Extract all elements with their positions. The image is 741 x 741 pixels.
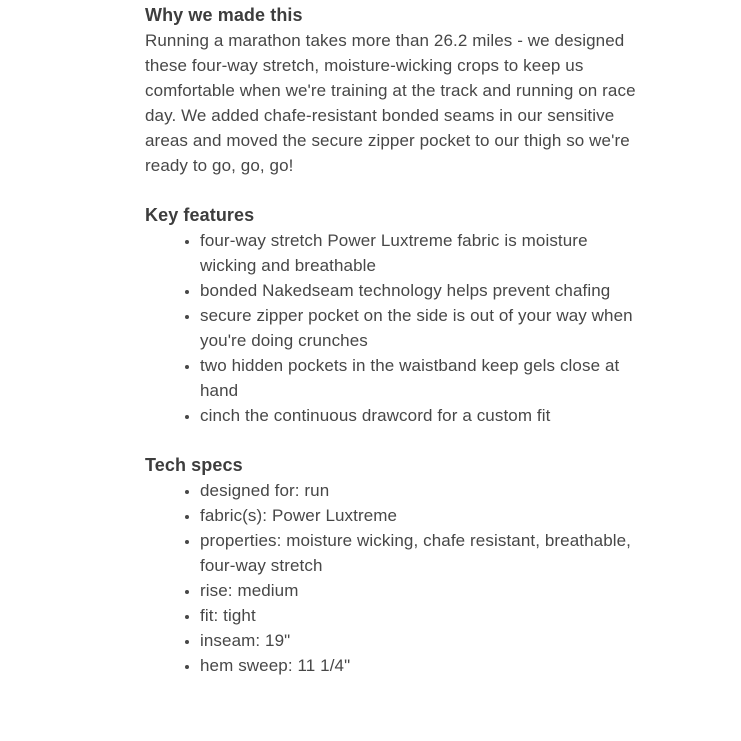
list-item: • two hidden pockets in the waistband keep gels close at hand (200, 353, 639, 403)
product-description (145, 3, 639, 678)
list-item: • cinch the continuous drawcord for a custom fit (200, 403, 639, 428)
tech-specs-heading: Tech specs (145, 455, 243, 475)
list-item: • designed for: run (200, 478, 639, 503)
why-we-made-this-heading: Why we made this (145, 5, 303, 25)
list-item: • hem sweep: 11 1/4" (200, 653, 639, 678)
list-item: • rise: medium (200, 578, 639, 603)
list-item: • fabric(s): Power Luxtreme (200, 503, 639, 528)
list-item: • inseam: 19" (200, 628, 639, 653)
section-key-features (145, 203, 639, 428)
section-why-we-made-this (145, 3, 639, 178)
list-item: • properties: moisture wicking, chafe resistant, breathable, four-way stretch (200, 528, 639, 578)
tech-specs-list (145, 478, 639, 678)
list-item: • four-way stretch Power Luxtreme fabric is moisture wicking and breathable (200, 228, 639, 278)
key-features-list (145, 228, 639, 428)
section-tech-specs (145, 453, 639, 678)
why-we-made-this-paragraph: Running a marathon takes more than 26.2 miles - we designed these four-way stretch, moisture-wicking crops to keep us comfortable when we're training at the track and running on race day. We added chafe-resistant bonded seams in our sensitive areas and moved the secure zipper pocket to our thigh so we're ready to go, go, go! (145, 31, 636, 175)
list-item: • bonded Nakedseam technology helps prevent chafing (200, 278, 639, 303)
key-features-heading: Key features (145, 205, 255, 225)
list-item: • secure zipper pocket on the side is out of your way when you're doing crunches (200, 303, 639, 353)
list-item: • fit: tight (200, 603, 639, 628)
